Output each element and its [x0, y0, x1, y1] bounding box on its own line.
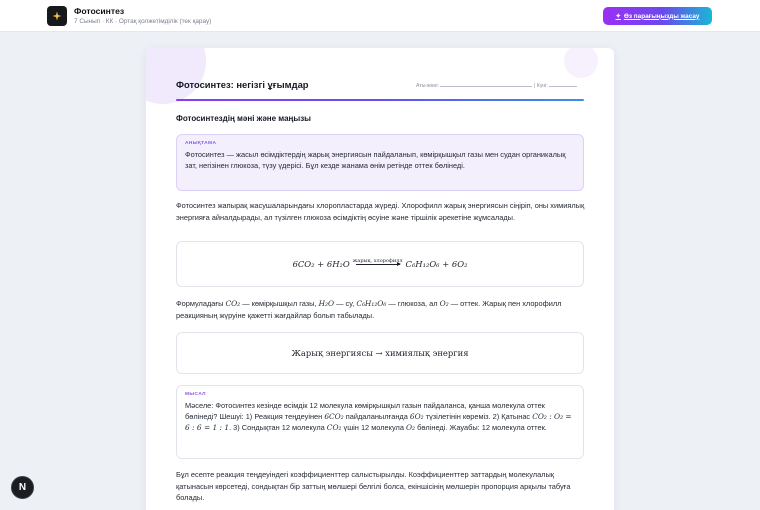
cta-label: Өз парағыңызды жасау [623, 12, 700, 20]
arrow-condition-label: жарық, хлорофилл [352, 257, 403, 264]
sparkle-icon: ✦ [615, 13, 621, 20]
app-subtitle: 7 Сынып · КК · Ортақ қолжетімділік (тек қарау) [74, 18, 212, 25]
definition-text: Фотосинтез — жасыл өсімдіктердің жарық энергиясын пайдаланып, көмірқышқыл газы мен судан органикалық зат, негізінен глюкоза, түзу үдерісі. Бұл кезде жанама өнім ретінде оттек бөлінеді. [185, 150, 566, 170]
math-span: CO₂ [225, 299, 241, 308]
date-field[interactable] [549, 82, 577, 87]
create-own-sheet-button[interactable] [603, 7, 712, 25]
reaction-arrow [353, 258, 403, 265]
decorative-blob [146, 48, 206, 104]
section-title: Фотосинтездің мәні және маңызы [176, 114, 312, 123]
energy-conversion-text: Жарық энергиясы → химиялық энергия [291, 348, 469, 358]
energy-conversion-formula [176, 332, 584, 374]
math-span: 6CO₂ [324, 412, 344, 421]
text-span: түзілетінін көреміз. 2) Қатынас [423, 412, 533, 421]
text-span: Формуладағы [176, 299, 226, 308]
equation-reactants: 6CO₂ + 6H₂O [292, 259, 350, 269]
text-span: үшін 12 молекула [341, 423, 406, 432]
math-span: CO₂ : O₂ = 6 : 6 = 1 : 1 [185, 412, 572, 432]
example-callout [176, 385, 584, 459]
math-span: O₂ [439, 299, 449, 308]
text-span: Мәселе: Фотосинтез кезінде өсімдік 12 молекула көмірқышқыл газын пайдаланса, қанша молекула оттек бөлінеді? Шешуі: 1) Реакция теңдеуінен [185, 401, 545, 421]
decorative-blob [564, 48, 598, 78]
equation-products: C₆H₁₂O₆ + 6O₂ [405, 259, 468, 269]
math-span: C₆H₁₂O₆ [356, 299, 387, 308]
text-span: — глюкоза, ал [386, 299, 440, 308]
example-text [185, 400, 575, 433]
top-bar [0, 0, 760, 32]
math-span: O₂ [406, 423, 416, 432]
math-span: 6O₂ [409, 412, 424, 421]
paragraph-3: Бұл есепте реакция теңдеуіндегі коэффициенттер салыстырылды. Коэффициенттер заттардың молекулалық қатынасын көрсетеді, сондықтан бір заттың мөлшері белгілі болса, екіншісінің мөлшерін пропорция арқылы табуға болады. [176, 470, 571, 502]
worksheet-paper [146, 48, 614, 510]
text-span: бөлінеді. Жауабы: 12 молекула оттек. [415, 423, 547, 432]
arrow-right-icon [356, 264, 400, 265]
text-span: . 3) Сондықтан 12 молекула [229, 423, 327, 432]
text-span: пайдаланылғанда [343, 412, 410, 421]
floating-app-button[interactable]: N [11, 476, 34, 499]
name-field[interactable] [440, 82, 532, 87]
title-divider [176, 99, 584, 101]
text-span: — көмірқышқыл газы, [240, 299, 319, 308]
app-title: Фотосинтез [74, 6, 125, 16]
paragraph-1: Фотосинтез жапырақ жасушаларындағы хлоропластарда жүреді. Хлорофилл жарық энергиясын сіңіріп, оны химиялық энергияға айналдырады, ал түзілген глюкоза өсімдіктің өсуіне және тіршілік әрекетіне жұмсалады. [176, 201, 585, 222]
sparkle-icon [52, 11, 62, 21]
date-label: | Күні: [533, 83, 548, 89]
worksheet-title: Фотосинтез: негізгі ұғымдар [176, 79, 309, 90]
text-span: — оттек. Жарық пен хлорофилл реакцияның жүруіне қажетті жағдайлар болып табылады. [176, 299, 562, 320]
example-tag: МЫСАЛ [185, 392, 206, 397]
text-span: — су, [334, 299, 357, 308]
definition-callout [176, 134, 584, 191]
paragraph-2 [176, 298, 586, 321]
name-label: Аты-жөні: [416, 83, 439, 89]
definition-tag: АНЫҚТАМА [185, 141, 217, 146]
math-span: CO₂ [326, 423, 342, 432]
app-logo[interactable] [47, 6, 67, 26]
name-date-fields [416, 82, 577, 89]
photosynthesis-equation [176, 241, 584, 287]
math-span: H₂O [318, 299, 335, 308]
